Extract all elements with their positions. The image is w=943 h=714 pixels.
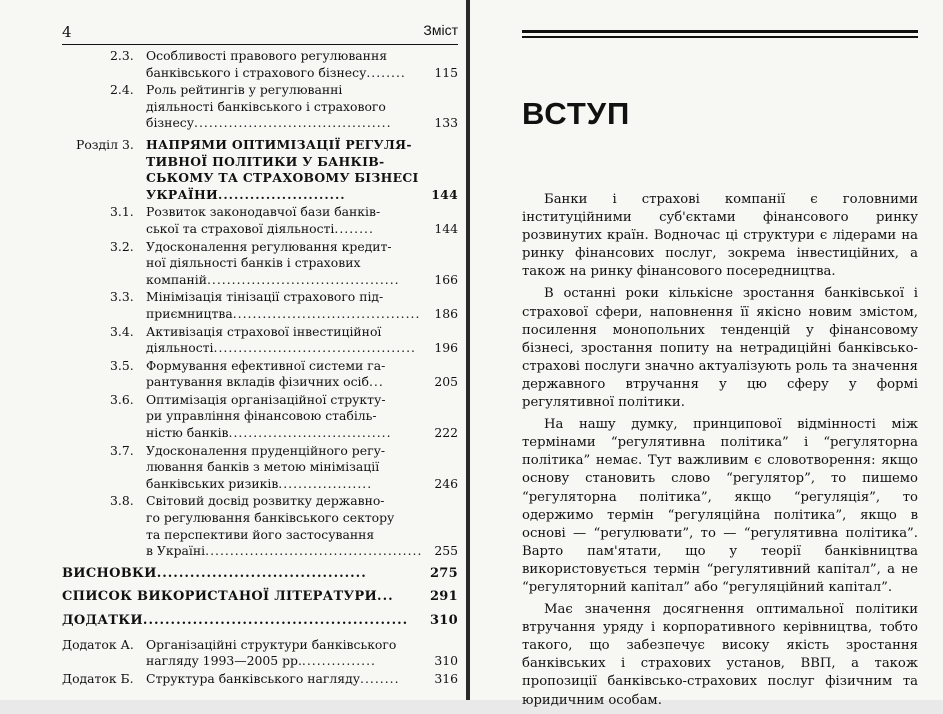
toc-entry-text xyxy=(146,637,458,670)
toc-entry-text xyxy=(146,443,458,493)
toc-page-number: 246 xyxy=(434,475,458,491)
toc-line-text: Удосконалення пруденційного регу- xyxy=(146,442,386,458)
page-number: 4 xyxy=(62,23,72,41)
toc-entry xyxy=(62,239,458,289)
intro-paragraph: Банки і страхові компанії є головними інституційними суб'єктами фінансового ринку розвинутих країн. Водночас ці структури є лідерами на ринку фінансових послуг, зокрема інвестиційних, а також на ринку фінансового посередництва. xyxy=(522,192,918,280)
toc-page-number: 316 xyxy=(434,670,458,686)
toc-line-text: Роль рейтингів у регулюванні xyxy=(146,82,343,98)
toc-entry-line xyxy=(146,340,458,357)
toc-entry-label: Розділ 3. xyxy=(76,136,134,152)
toc-entry-line xyxy=(146,510,458,527)
toc-entry-line xyxy=(146,289,458,306)
toc-page-number: 255 xyxy=(434,543,458,559)
top-rule-thick xyxy=(522,30,918,33)
toc-line-text: Оптимізація організаційної структу- xyxy=(146,391,386,407)
toc-entry-text xyxy=(62,613,458,630)
toc-entry-line xyxy=(62,566,458,583)
toc-page-number: 144 xyxy=(434,220,458,236)
toc-entry-line xyxy=(146,543,458,560)
toc-page-number: 166 xyxy=(434,271,458,287)
running-header xyxy=(62,22,458,44)
toc-entry-line xyxy=(146,392,458,409)
right-page xyxy=(470,0,943,708)
toc-line-text: СПИСОК ВИКОРИСТАНОЇ ЛІТЕРАТУРИ xyxy=(62,589,378,605)
toc-leader-dots: ................................................ xyxy=(142,613,409,628)
toc-entry xyxy=(62,358,458,391)
toc-entry xyxy=(62,82,458,132)
toc-entry-label: 3.1. xyxy=(110,204,134,220)
toc-entry-line xyxy=(146,154,458,171)
toc-entry-line xyxy=(146,306,458,323)
toc-line-text: та перспективи його застосування xyxy=(146,526,375,542)
toc-entry-text xyxy=(146,671,458,688)
toc-leader-dots: ... xyxy=(377,589,394,605)
toc-page-number: 205 xyxy=(434,374,458,390)
toc-entry-label: 3.7. xyxy=(110,442,134,458)
toc-entry-line xyxy=(62,613,458,630)
toc-line-text: нагляду 1993—2005 рр. xyxy=(146,653,302,669)
toc-line-text: ністю банків xyxy=(146,425,229,441)
toc-entry-label: 3.3. xyxy=(110,289,134,305)
toc-leader-dots: ........................................ xyxy=(194,115,392,131)
toc-line-text: ДОДАТКИ xyxy=(62,613,143,628)
toc-leader-dots: ....................................... xyxy=(206,271,400,287)
toc-line-text: банківського і страхового бізнесу xyxy=(146,64,367,80)
toc-line-text: Світовий досвід розвитку державно- xyxy=(146,493,385,509)
toc-entry-line xyxy=(146,493,458,510)
toc-leader-dots: ............... xyxy=(301,653,376,669)
toc-entry-label: 3.8. xyxy=(110,493,134,509)
toc-entry-label: 2.3. xyxy=(110,48,134,63)
toc-line-text: Особливості правового регулювання xyxy=(146,48,388,63)
table-of-contents xyxy=(62,48,458,688)
toc-leader-dots: ........................ xyxy=(218,186,346,202)
toc-entry-label: 3.2. xyxy=(110,238,134,254)
toc-entry-text xyxy=(146,358,458,391)
toc-entry-text xyxy=(146,239,458,289)
toc-line-text: Активізація страхової інвестиційної xyxy=(146,323,382,339)
toc-page-number: 144 xyxy=(431,186,458,202)
toc-entry-line xyxy=(62,589,458,606)
toc-leader-dots: ........ xyxy=(334,220,374,236)
intro-paragraph: На нашу думку, принципової відмінності між термінами “регулятивна політика” і “регуляторна політика” немає. Тут важливим є словотворення: якщо основу становить слово “регулятор”, то пишемо “регуляторна політика”, якщо “регуляція”, то одержимо термін “регуляційна політика”, якщо в основі — “регулювати”, то — “регулятивна політика”. Варто пам'ятати, що у теорії банківництва використовується термін “регулятивний капітал”, а не “регуляторний капітал” або “регуляційний капітал”. xyxy=(522,417,918,595)
toc-entry-label: Додаток Б. xyxy=(62,670,134,686)
header-rule xyxy=(62,44,458,45)
toc-entry xyxy=(62,48,458,81)
toc-entry-line xyxy=(146,358,458,375)
toc-page-number: 291 xyxy=(429,589,458,605)
toc-entry xyxy=(62,589,458,606)
toc-entry-line xyxy=(146,48,458,65)
toc-entry-line xyxy=(146,170,458,187)
toc-leader-dots: ........ xyxy=(360,670,400,686)
toc-entry-line xyxy=(146,459,458,476)
toc-entry xyxy=(62,671,458,688)
toc-entry-line xyxy=(146,425,458,442)
toc-entry-text xyxy=(62,566,458,583)
toc-entry-line xyxy=(146,324,458,341)
toc-entry xyxy=(62,443,458,493)
toc-line-text: в Україні xyxy=(146,543,206,559)
toc-page-number: 196 xyxy=(434,340,458,356)
toc-entry-line xyxy=(146,653,458,670)
toc-entry-label: Додаток А. xyxy=(62,636,134,652)
toc-entry-label: 3.6. xyxy=(110,391,134,407)
toc-leader-dots: ........ xyxy=(366,64,406,80)
top-rule-thin xyxy=(522,36,918,38)
running-head-title: Зміст xyxy=(423,22,458,38)
toc-entry-text xyxy=(146,48,458,81)
toc-entry-text xyxy=(146,392,458,442)
toc-entry xyxy=(62,613,458,630)
toc-line-text: ної діяльності банків і страхових xyxy=(146,255,361,271)
toc-entry-label: 3.4. xyxy=(110,323,134,339)
toc-entry xyxy=(62,137,458,203)
toc-line-text: Розвиток законодавчої бази банків- xyxy=(146,204,381,220)
toc-line-text: ТИВНОЇ ПОЛІТИКИ У БАНКІВ- xyxy=(146,153,385,169)
toc-entry-text xyxy=(146,289,458,322)
toc-entry-label: 3.5. xyxy=(110,357,134,373)
toc-entry xyxy=(62,324,458,357)
left-page xyxy=(0,0,466,700)
toc-entry-text xyxy=(146,82,458,132)
toc-entry-line xyxy=(146,221,458,238)
toc-line-text: діяльності банківського і страхового xyxy=(146,98,386,114)
toc-entry-line xyxy=(146,115,458,132)
toc-line-text: СЬКОМУ ТА СТРАХОВОМУ БІЗНЕСІ xyxy=(146,170,419,186)
toc-line-text: Організаційні структури банківського xyxy=(146,636,397,652)
toc-leader-dots: ............................................ xyxy=(205,543,423,559)
intro-body xyxy=(522,191,918,714)
toc-entry-line xyxy=(146,204,458,221)
toc-page-number: 186 xyxy=(434,305,458,321)
toc-line-text: Структура банківського нагляду xyxy=(146,670,361,686)
toc-entry-line xyxy=(146,99,458,116)
toc-leader-dots: ...................................... xyxy=(232,305,421,321)
toc-entry-line xyxy=(146,637,458,654)
toc-line-text: го регулювання банківського сектору xyxy=(146,510,395,526)
toc-line-text: приємництва xyxy=(146,305,233,321)
toc-entry-line xyxy=(146,527,458,544)
toc-leader-dots: ................... xyxy=(278,475,373,491)
toc-leader-dots: ......................................... xyxy=(213,340,416,356)
toc-line-text: діяльності xyxy=(146,340,214,356)
toc-line-text: Удосконалення регулювання кредит- xyxy=(146,238,392,254)
toc-entry xyxy=(62,493,458,559)
toc-page-number: 222 xyxy=(434,425,458,441)
toc-line-text: бізнесу xyxy=(146,115,195,131)
toc-entry-text xyxy=(146,324,458,357)
intro-paragraph: В останні роки кількісне зростання банківської і страхової сфери, наповнення її якісно новим змістом, посилення монопольних тенденцій у фінансовому бізнесі, зростання попиту на нетрадиційні банківсько-страхові послуги значно актуалізують роль та значення державного втручання у цю сферу у формі регулятивної політики. xyxy=(522,286,918,411)
toc-leader-dots: ...................................... xyxy=(156,565,367,581)
toc-line-text: ри управління фінансовою стабіль- xyxy=(146,408,377,424)
toc-line-text: Мінімізація тінізації страхового під- xyxy=(146,289,384,305)
toc-entry-line xyxy=(146,476,458,493)
toc-entry-line xyxy=(146,443,458,460)
toc-entry-line xyxy=(146,255,458,272)
toc-entry-line xyxy=(146,408,458,425)
toc-entry-line xyxy=(146,374,458,391)
toc-line-text: ської та страхової діяльності xyxy=(146,220,335,236)
toc-leader-dots: ................................. xyxy=(228,425,392,441)
toc-line-text: рантування вкладів фізичних осіб xyxy=(146,374,369,390)
toc-entry xyxy=(62,566,458,583)
toc-entry-line xyxy=(146,671,458,688)
toc-line-text: банківських ризиків xyxy=(146,475,279,491)
toc-line-text: лювання банків з метою мінімізації xyxy=(146,459,380,475)
toc-entry-text xyxy=(146,137,458,203)
toc-entry-line xyxy=(146,239,458,256)
toc-entry-line xyxy=(146,187,458,204)
toc-line-text: компаній xyxy=(146,271,207,287)
toc-entry-line xyxy=(146,65,458,82)
toc-entry xyxy=(62,392,458,442)
toc-entry-text xyxy=(146,493,458,559)
toc-entry-line xyxy=(146,137,458,154)
toc-entry-line xyxy=(146,82,458,99)
toc-line-text: УКРАЇНИ xyxy=(146,186,219,202)
toc-page-number: 310 xyxy=(434,653,458,669)
toc-entry-text xyxy=(62,589,458,606)
chapter-title: ВСТУП xyxy=(522,96,631,131)
toc-line-text: НАПРЯМИ ОПТИМІЗАЦІЇ РЕГУЛЯ- xyxy=(146,136,412,152)
toc-entry xyxy=(62,204,458,237)
toc-entry-label: 2.4. xyxy=(110,82,134,98)
toc-entry-text xyxy=(146,204,458,237)
intro-paragraph: Має значення досягнення оптимальної політики втручання уряду і корпоративного керівництва, тобто такого, що забезпечує високу якість зростання банківських і страхових установ, ВВП, а також пропозиції банківсько-страхових послуг фізичним та юридичним особам. xyxy=(522,602,918,708)
toc-leader-dots: ... xyxy=(368,374,384,390)
toc-line-text: ВИСНОВКИ xyxy=(62,565,157,581)
toc-page-number: 115 xyxy=(434,64,458,80)
toc-entry xyxy=(62,289,458,322)
toc-entry-line xyxy=(146,272,458,289)
toc-entry xyxy=(62,637,458,670)
toc-line-text: Формування ефективної системи га- xyxy=(146,357,386,373)
toc-page-number: 310 xyxy=(429,613,458,628)
toc-page-number: 133 xyxy=(434,115,458,131)
toc-page-number: 275 xyxy=(429,565,458,581)
